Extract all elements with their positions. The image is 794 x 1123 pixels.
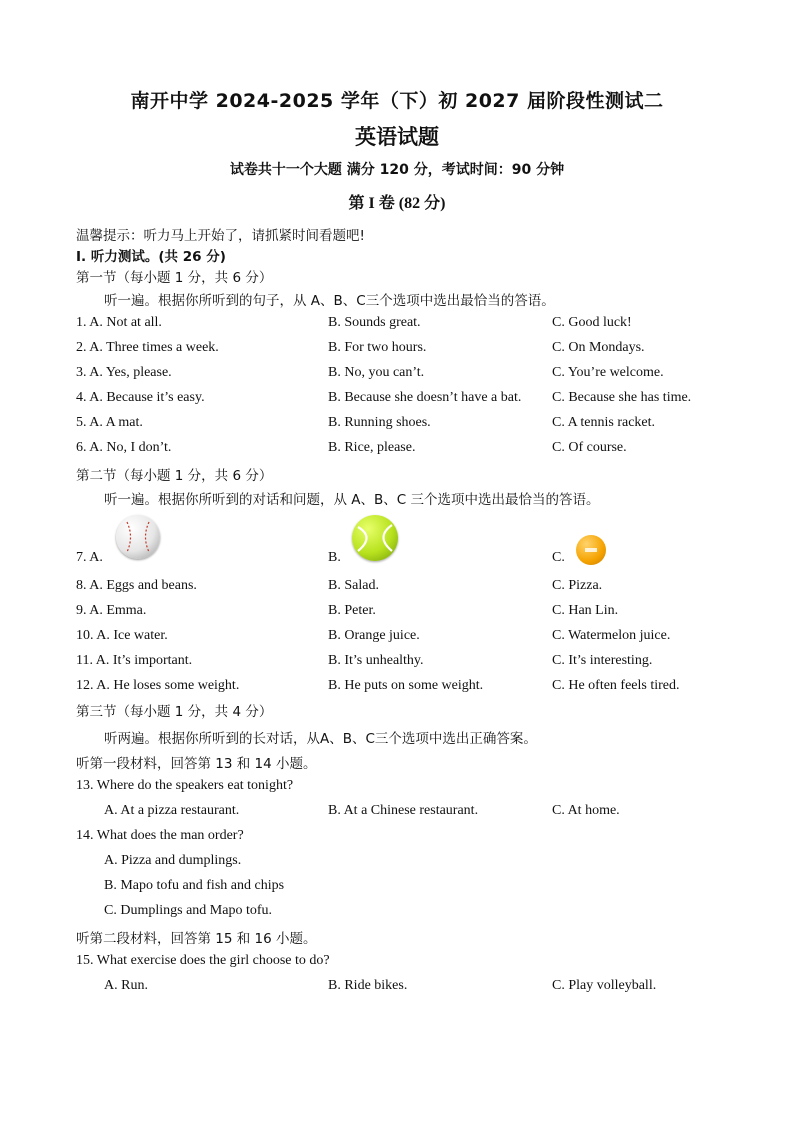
q12-option-b: B. He puts on some weight. [328,678,484,693]
q4-option-b: B. Because she doesn’t have a bat. [328,390,522,405]
ping-pong-ball-icon [576,535,606,565]
q7-option-a: 7. A. [76,550,103,565]
q15-stem: 15. What exercise does the girl choose to do? [76,953,330,968]
q14-option-b: B. Mapo tofu and fish and chips [104,878,285,893]
q1-option-a: 1. A. Not at all. [76,315,162,330]
q9-option-a: 9. A. Emma. [76,603,147,618]
q15-option-a: A. Run. [104,978,148,993]
exam-title: 南开中学 2024-2025 学年（下）初 2027 届阶段性测试二 [130,90,664,112]
q4-option-c: C. Because she has time. [552,390,692,405]
q5-option-a: 5. A. A mat. [76,415,143,430]
q4-option-a: 4. A. Because it’s easy. [76,390,205,405]
q5-option-c: C. A tennis racket. [552,415,656,430]
material1-label: 听第一段材料，回答第 13 和 14 小题。 [76,756,317,772]
q12-option-a: 12. A. He loses some weight. [76,678,240,693]
q12-option-c: C. He often feels tired. [552,678,680,693]
q6-option-b: B. Rice, please. [328,440,416,455]
tip-text: 温馨提示：听力马上开始了，请抓紧时间看题吧! [76,228,365,244]
q9-option-c: C. Han Lin. [552,603,619,618]
q6-option-a: 6. A. No, I don’t. [76,440,172,455]
q10-option-c: C. Watermelon juice. [552,628,671,643]
q11-option-c: C. It’s interesting. [552,653,653,668]
q7-option-b: B. [328,550,341,565]
q10-option-a: 10. A. Ice water. [76,628,168,643]
q15-option-c: C. Play volleyball. [552,978,657,993]
q8-option-a: 8. A. Eggs and beans. [76,578,197,593]
part-title: I. 听力测试。(共 26 分) [76,249,226,265]
volume-heading: 第 I 卷 (82 分) [348,195,446,212]
q10-option-b: B. Orange juice. [328,628,420,643]
material2-label: 听第二段材料，回答第 15 和 16 小题。 [76,931,317,947]
q14-stem: 14. What does the man order? [76,828,244,843]
q14-option-c: C. Dumplings and Mapo tofu. [104,903,272,918]
q3-option-b: B. No, you can’t. [328,365,425,380]
q3-option-a: 3. A. Yes, please. [76,365,172,380]
section2-heading: 第二节（每小题 1 分，共 6 分） [76,468,273,484]
q2-option-a: 2. A. Three times a week. [76,340,219,355]
q1-option-b: B. Sounds great. [328,315,421,330]
q3-option-c: C. You’re welcome. [552,365,664,380]
q9-option-b: B. Peter. [328,603,376,618]
section2-instruction: 听一遍。根据你所听到的对话和问题，从 A、B、C 三个选项中选出最恰当的答语。 [104,492,600,508]
section1-heading: 第一节（每小题 1 分，共 6 分） [76,270,273,286]
q13-option-b: B. At a Chinese restaurant. [328,803,479,818]
q8-option-c: C. Pizza. [552,578,603,593]
q7-option-c: C. [552,550,565,565]
exam-info: 试卷共十一个大题 满分 120 分，考试时间：90 分钟 [229,162,565,178]
q8-option-b: B. Salad. [328,578,379,593]
q11-option-a: 11. A. It’s important. [76,653,193,668]
q15-option-b: B. Ride bikes. [328,978,408,993]
section1-instruction: 听一遍。根据你所听到的句子，从 A、B、C三个选项中选出最恰当的答语。 [104,293,555,309]
q2-option-b: B. For two hours. [328,340,427,355]
q13-option-c: C. At home. [552,803,620,818]
q6-option-c: C. Of course. [552,440,627,455]
q11-option-b: B. It’s unhealthy. [328,653,424,668]
q1-option-c: C. Good luck! [552,315,632,330]
q5-option-b: B. Running shoes. [328,415,431,430]
q13-stem: 13. Where do the speakers eat tonight? [76,778,294,793]
tennis-ball-icon [352,515,398,561]
q13-option-a: A. At a pizza restaurant. [104,803,240,818]
section3-instruction: 听两遍。根据你所听到的长对话，从A、B、C三个选项中选出正确答案。 [104,731,537,747]
q2-option-c: C. On Mondays. [552,340,645,355]
q14-option-a: A. Pizza and dumplings. [104,853,242,868]
baseball-icon [116,515,160,559]
exam-subject: 英语试题 [355,125,439,149]
section3-heading: 第三节（每小题 1 分，共 4 分） [76,704,273,720]
